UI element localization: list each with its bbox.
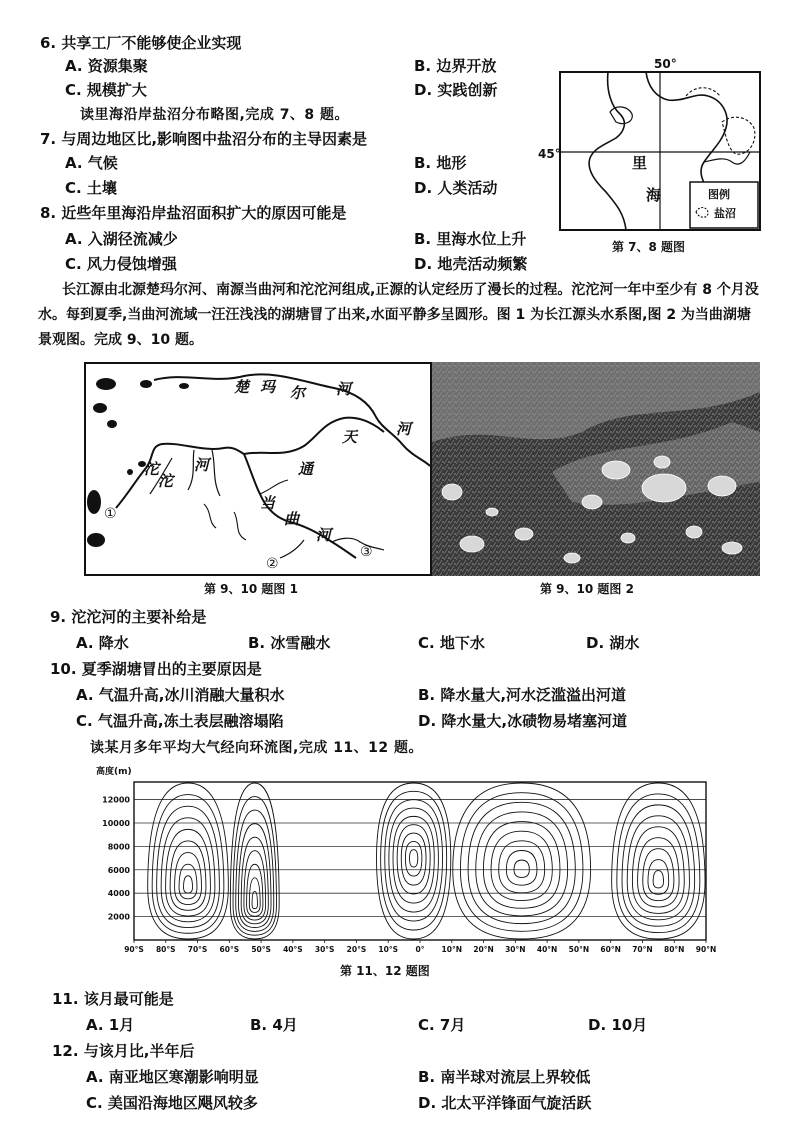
legend-title: 图例 <box>708 188 730 201</box>
circulation-streamline <box>381 791 447 930</box>
caption-11-12: 第 11、12 题图 <box>340 964 430 978</box>
x-tick-label: 20°N <box>473 945 494 954</box>
x-tick-label: 0° <box>415 945 425 954</box>
circulation-streamline <box>389 808 439 912</box>
caption-7-8: 第 7、8 题图 <box>612 240 686 254</box>
q10-option-a[interactable]: A. 气温升高,冰川消融大量积水 <box>76 686 285 704</box>
y-tick-label: 8000 <box>107 842 130 852</box>
x-tick-label: 50°S <box>251 945 271 954</box>
circulation-streamline <box>648 860 669 895</box>
circulation-streamline <box>612 783 705 939</box>
x-tick-label: 70°N <box>632 945 653 954</box>
q9-option-d[interactable]: D. 湖水 <box>586 634 640 652</box>
intro-7-8: 读里海沿岸盐沼分布略图,完成 7、8 题。 <box>80 107 350 123</box>
label-tian: 天 <box>342 428 358 446</box>
q9-option-a[interactable]: A. 降水 <box>76 634 129 652</box>
caption-fig2: 第 9、10 题图 2 <box>540 582 634 596</box>
circulation-streamline <box>483 822 560 909</box>
circulation-streamline <box>468 802 575 923</box>
y-tick-label: 12000 <box>102 795 130 805</box>
circulation-streamline <box>410 850 418 867</box>
x-tick-label: 30°N <box>505 945 526 954</box>
question-6-stem: 6. 共享工厂不能够使企业实现 <box>40 34 242 52</box>
x-tick-label: 50°N <box>568 945 590 954</box>
circulation-streamline <box>491 831 552 900</box>
question-10-stem: 10. 夏季湖塘冒出的主要原因是 <box>50 660 262 678</box>
q11-option-d[interactable]: D. 10月 <box>588 1016 648 1034</box>
caption-fig1: 第 9、10 题图 1 <box>204 582 298 596</box>
circulation-streamline <box>252 891 257 908</box>
label-dang: 当 <box>260 494 276 512</box>
circulation-streamline <box>638 838 679 907</box>
q7-option-b[interactable]: B. 地形 <box>414 154 467 172</box>
label-tuo1: 沱 <box>144 460 160 478</box>
meridional-circulation-chart <box>94 760 717 960</box>
q8-option-b[interactable]: B. 里海水位上升 <box>414 230 527 248</box>
q6-option-c[interactable]: C. 规模扩大 <box>65 81 147 99</box>
x-tick-label: 70°S <box>187 945 208 954</box>
label-ma: 玛 <box>260 378 276 396</box>
circulation-streamline <box>627 816 689 920</box>
x-tick-label: 10°N <box>441 945 463 954</box>
sea-label-2: 海 <box>646 186 662 204</box>
circulation-streamline <box>184 876 193 893</box>
q6-option-b[interactable]: B. 边界开放 <box>414 57 497 75</box>
q7-option-a[interactable]: A. 气候 <box>65 154 118 172</box>
q7-option-d[interactable]: D. 人类活动 <box>414 179 498 197</box>
x-tick-label: 60°S <box>219 945 240 954</box>
passage-9-10: 长江源由北源楚玛尔河、南源当曲河和沱沱河组成,正源的认定经历了漫长的过程。沱沱河一年中至少有 8 个月没水。每到夏季,当曲河流域一汪汪浅浅的湖塘冒了出来,水面平静多呈圆形。图 1 为长江源头水系图,图 2 为当曲湖塘景观图。完成 9、10 题。 <box>38 282 759 348</box>
intro-11-12: 读某月多年平均大气经向环流图,完成 11、12 题。 <box>90 740 424 756</box>
sea-label-1: 里 <box>632 154 648 172</box>
label-he1: 河 <box>336 380 352 398</box>
circulation-streamline <box>241 837 268 924</box>
y-axis-label: 高度(m) <box>96 767 132 777</box>
q8-option-c[interactable]: C. 风力侵蚀增强 <box>65 255 177 273</box>
y-tick-label: 4000 <box>107 889 130 899</box>
q8-option-d[interactable]: D. 地壳活动频繁 <box>414 255 528 273</box>
x-tick-label: 60°N <box>600 945 621 954</box>
q10-option-c[interactable]: C. 气温升高,冻土表层融溶塌陷 <box>76 712 284 730</box>
circulation-streamline <box>514 860 529 877</box>
q12-option-a[interactable]: A. 南亚地区寒潮影响明显 <box>86 1068 259 1086</box>
q9-option-c[interactable]: C. 地下水 <box>418 634 485 652</box>
question-8-stem: 8. 近些年里海沿岸盐沼面积扩大的原因可能是 <box>40 204 347 222</box>
x-tick-label: 90°N <box>695 945 717 954</box>
q12-option-b[interactable]: B. 南半球对流层上界较低 <box>418 1068 591 1086</box>
lat-45-label: 45° <box>538 147 561 161</box>
q6-option-a[interactable]: A. 资源集聚 <box>65 57 148 75</box>
dangqu-lake-photo <box>432 362 760 576</box>
q10-option-d[interactable]: D. 降水量大,冰碛物易堵塞河道 <box>418 712 628 730</box>
x-tick-label: 40°N <box>536 945 558 954</box>
label-chu: 楚 <box>234 378 250 396</box>
q9-option-b[interactable]: B. 冰雪融水 <box>248 634 331 652</box>
q11-option-c[interactable]: C. 7月 <box>418 1016 466 1034</box>
label-qu: 曲 <box>284 510 300 528</box>
x-tick-label: 80°S <box>155 945 176 954</box>
circulation-streamline <box>653 871 663 888</box>
q11-option-b[interactable]: B. 4月 <box>250 1016 298 1034</box>
circulation-streamline <box>397 825 430 894</box>
circulation-streamline <box>377 783 451 939</box>
q7-option-c[interactable]: C. 土壤 <box>65 179 117 197</box>
y-tick-label: 6000 <box>107 865 130 875</box>
caspian-salt-marsh-map <box>536 52 766 234</box>
lon-50-label: 50° <box>654 57 677 71</box>
circulation-streamline <box>230 783 279 939</box>
label-tuo2: 沱 <box>158 472 174 490</box>
question-12-stem: 12. 与该月比,半年后 <box>52 1042 195 1060</box>
yangtze-source-river-map <box>84 362 432 576</box>
q12-option-d[interactable]: D. 北太平洋锋面气旋活跃 <box>418 1094 592 1112</box>
circulation-streamline <box>166 829 211 916</box>
q8-option-a[interactable]: A. 入湖径流减少 <box>65 230 178 248</box>
x-tick-label: 30°S <box>314 945 335 954</box>
circulation-streamline <box>179 864 197 899</box>
circulation-streamline <box>236 810 274 931</box>
question-9-stem: 9. 沱沱河的主要补给是 <box>50 608 207 626</box>
question-7-stem: 7. 与周边地区比,影响图中盐沼分布的主导因素是 <box>40 130 368 148</box>
marker-3: ③ <box>360 544 373 560</box>
circulation-streamline <box>506 850 537 885</box>
y-tick-label: 2000 <box>107 912 130 922</box>
y-tick-label: 10000 <box>102 818 130 828</box>
x-tick-label: 20°S <box>346 945 367 954</box>
label-he3: 河 <box>194 456 210 474</box>
marker-1: ① <box>104 506 117 522</box>
circulation-streamline <box>249 878 260 913</box>
legend-item: 盐沼 <box>714 207 736 220</box>
q10-option-b[interactable]: B. 降水量大,河水泛滥溢出河道 <box>418 686 627 704</box>
label-er: 尔 <box>290 384 306 402</box>
x-tick-label: 80°N <box>663 945 685 954</box>
x-tick-label: 40°S <box>283 945 303 954</box>
circulation-streamline <box>175 853 202 905</box>
circulation-streamline <box>393 816 434 903</box>
x-tick-label: 90°S <box>124 945 144 954</box>
label-he2: 河 <box>396 420 412 438</box>
x-tick-label: 10°S <box>378 945 399 954</box>
question-11-stem: 11. 该月最可能是 <box>52 990 174 1008</box>
circulation-streamline <box>460 793 583 932</box>
q6-option-d[interactable]: D. 实践创新 <box>414 81 498 99</box>
label-he4: 河 <box>316 526 332 544</box>
marker-2: ② <box>266 556 279 572</box>
q11-option-a[interactable]: A. 1月 <box>86 1016 135 1034</box>
label-tong: 通 <box>298 460 314 478</box>
q12-option-c[interactable]: C. 美国沿海地区飓风较多 <box>86 1094 258 1112</box>
